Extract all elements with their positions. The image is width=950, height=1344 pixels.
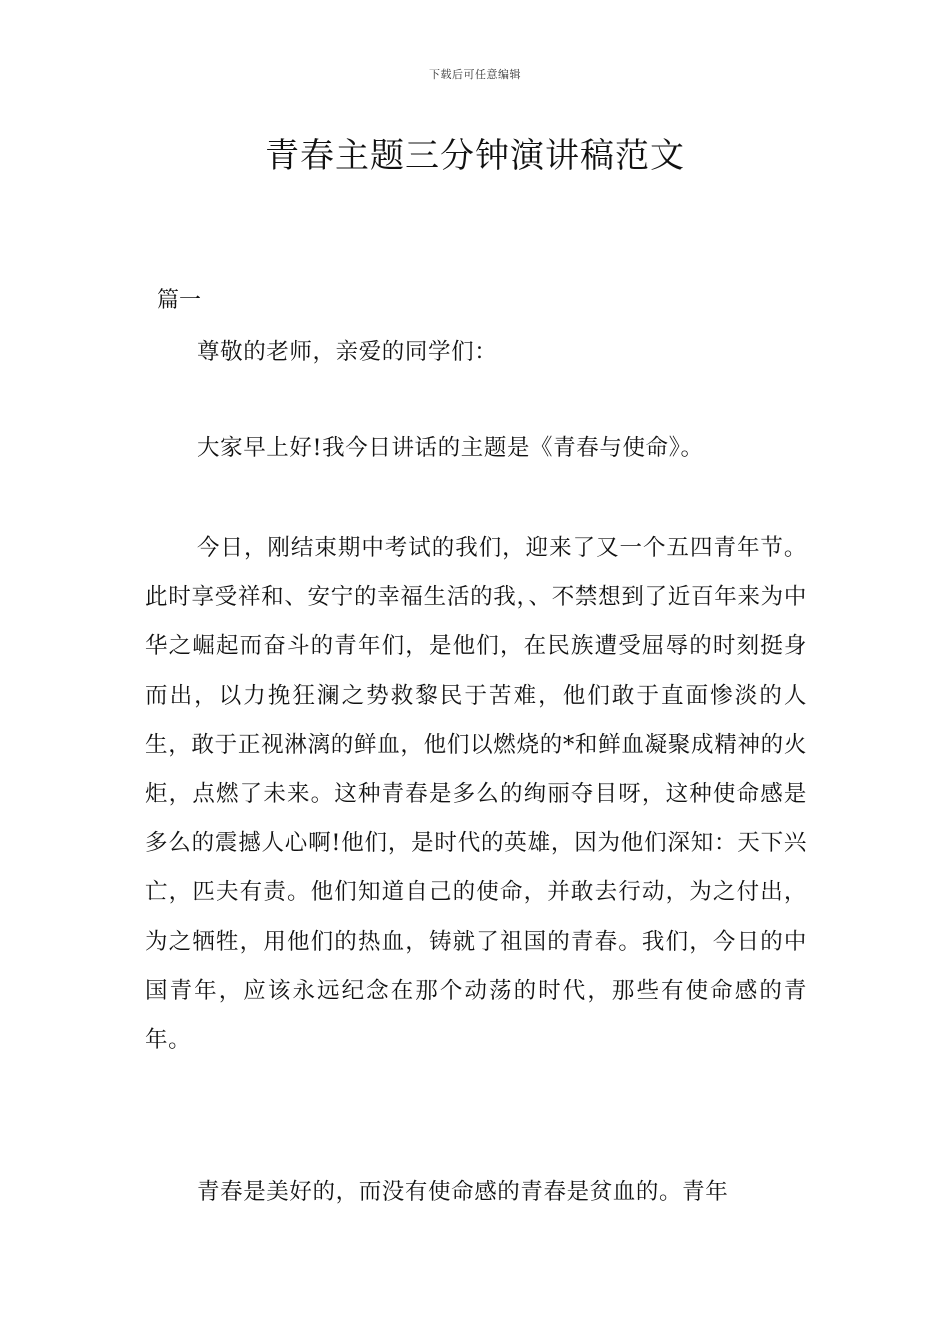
greeting-paragraph: 尊敬的老师，亲爱的同学们： <box>197 339 498 365</box>
body-paragraph: 青春是美好的，而没有使命感的青春是贫血的。青年 <box>197 1179 729 1205</box>
body-paragraph: 今日，刚结束期中考试的我们，迎来了又一个五四青年节。此时享受祥和、安宁的幸福生活的我，、不禁想到了近百年来为中华之崛起而奋斗的青年们，是他们，在民族遭受屈辱的时刻挺身而出，以力挽狂澜之势救黎民于苦难，他们敢于直面惨淡的人生，敢于正视淋漓的鲜血，他们以燃烧的*和鲜血凝聚成精神的火炬，点燃了未来。这种青春是多么的绚丽夺目呀，这种使命感是多么的震撼人心啊!他们，是时代的英雄，因为他们深知：天下兴亡，匹夫有责。他们知道自己的使命，并敢去行动，为之付出，为之牺牲，用他们的热血，铸就了祖国的青春。我们，今日的中国青年，应该永远纪念在那个动荡的时代，那些有使命感的青年。 <box>145 535 807 1054</box>
opening-paragraph: 大家早上好!我今日讲话的主题是《青春与使命》。 <box>197 435 704 461</box>
header-note: 下载后可任意编辑 <box>429 68 521 81</box>
document-title: 青春主题三分钟演讲稿范文 <box>265 136 685 176</box>
section-label: 篇一 <box>157 288 202 313</box>
